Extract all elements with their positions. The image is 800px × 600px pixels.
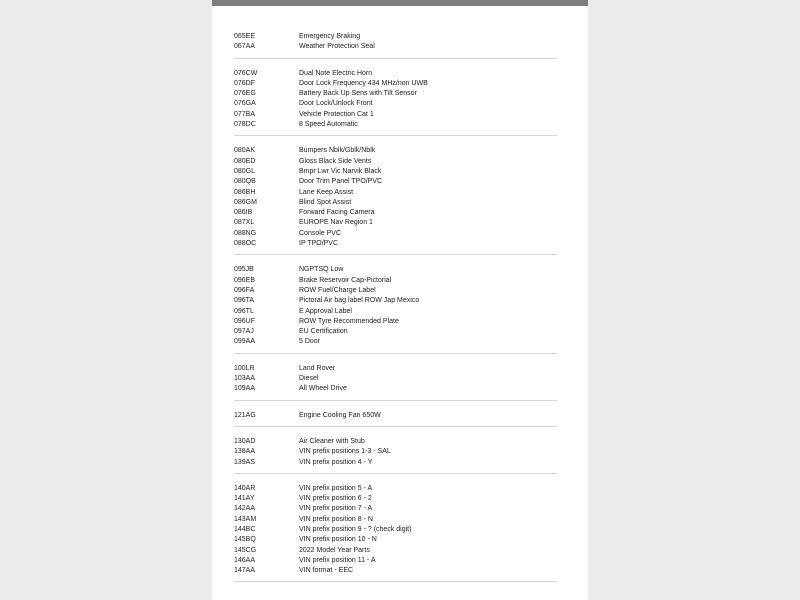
option-description: Air Cleaner with Stub xyxy=(299,437,365,445)
option-group xyxy=(234,32,557,53)
option-row xyxy=(234,447,557,457)
group-divider xyxy=(234,58,557,59)
option-description: VIN prefix position 6 - 2 xyxy=(299,495,372,503)
option-code-list xyxy=(234,32,557,592)
option-code: 088OC xyxy=(234,240,257,248)
option-description: Forward Facing Camera xyxy=(299,209,375,217)
option-code: 067AA xyxy=(234,43,256,51)
option-description: Lane Keep Assist xyxy=(299,188,354,196)
option-row xyxy=(234,99,557,109)
option-code: 138AA xyxy=(234,448,256,456)
option-description: Brake Reservoir Cap-Pictorial xyxy=(299,276,392,284)
option-row xyxy=(234,188,557,198)
option-description: Door Trim Panel TPO/PVC xyxy=(299,178,383,186)
option-row xyxy=(234,566,557,576)
option-code: 141AY xyxy=(234,495,255,503)
option-code: 078DC xyxy=(234,121,256,129)
option-description: NGPTSQ Low xyxy=(299,266,344,274)
option-code: 096TL xyxy=(234,307,254,315)
option-description: Vehicle Protection Cat 1 xyxy=(299,110,374,118)
spec-document-page xyxy=(212,0,588,600)
option-row xyxy=(234,458,557,468)
group-divider xyxy=(234,581,557,582)
option-group xyxy=(234,146,557,249)
option-code: 086BH xyxy=(234,188,256,196)
option-code: 076EG xyxy=(234,90,256,98)
option-row xyxy=(234,89,557,99)
group-divider xyxy=(234,473,557,474)
option-group xyxy=(234,484,557,577)
top-bar xyxy=(212,0,588,6)
option-row xyxy=(234,515,557,525)
option-description: Pictoral Air bag label ROW Jap Mexico xyxy=(299,297,420,305)
option-description: Bmpr Lwr Vic Narvik Black xyxy=(299,167,382,175)
option-row xyxy=(234,218,557,228)
option-code: 065EE xyxy=(234,33,256,40)
option-group xyxy=(234,437,557,468)
option-row xyxy=(234,556,557,566)
option-code: 076GA xyxy=(234,100,256,108)
option-description: 5 Door xyxy=(299,338,321,346)
option-code: 076CW xyxy=(234,69,258,77)
option-code: 080QB xyxy=(234,178,256,186)
option-code: 076DF xyxy=(234,79,256,87)
option-row xyxy=(234,317,557,327)
option-description: Door Lock Frequency 434 MHz/non UWB xyxy=(299,79,428,87)
option-row xyxy=(234,437,557,447)
option-description: 8 Speed Automatic xyxy=(299,121,358,129)
option-code: 087XL xyxy=(234,219,255,227)
option-description: VIN prefix position 8 - N xyxy=(299,515,373,523)
option-code: 130AD xyxy=(234,437,256,445)
option-description: Bumpers Nblk/Gblk/Nblk xyxy=(299,147,376,155)
option-description: Dual Note Electric Horn xyxy=(299,69,373,77)
option-row xyxy=(234,32,557,42)
option-code: 103AA xyxy=(234,375,256,383)
option-row xyxy=(234,525,557,535)
option-description: VIN prefix position 7 - A xyxy=(299,505,373,513)
option-row xyxy=(234,384,557,394)
option-description: EU Certification xyxy=(299,328,348,336)
option-code: 145BQ xyxy=(234,536,256,544)
option-code: 080GL xyxy=(234,167,256,175)
option-description: Gloss Black Side Vents xyxy=(299,157,372,165)
option-code: 080AK xyxy=(234,147,256,155)
option-code: 080ED xyxy=(234,157,256,165)
option-row xyxy=(234,535,557,545)
option-group xyxy=(234,69,557,131)
option-row xyxy=(234,337,557,347)
option-code: 144BC xyxy=(234,525,256,533)
option-description: EUROPE Nav Region 1 xyxy=(299,219,373,227)
option-row xyxy=(234,146,557,156)
option-code: 100LR xyxy=(234,364,255,372)
option-description: Emergency Braking xyxy=(299,33,361,40)
option-row xyxy=(234,296,557,306)
option-row xyxy=(234,364,557,374)
option-row xyxy=(234,411,557,421)
option-row xyxy=(234,229,557,239)
option-description: Land Rover xyxy=(299,364,336,372)
group-divider xyxy=(234,135,557,136)
option-row xyxy=(234,177,557,187)
option-code: 086IB xyxy=(234,209,253,217)
option-description: IP TPO/PVC xyxy=(299,240,339,248)
option-code: 097AJ xyxy=(234,328,254,336)
option-description: 2022 Model Year Parts xyxy=(299,546,370,554)
option-row xyxy=(234,167,557,177)
option-description: E Approval Label xyxy=(299,307,352,315)
option-description: Diesel xyxy=(299,375,319,383)
option-code: 095JB xyxy=(234,266,254,274)
option-code: 139AS xyxy=(234,458,256,466)
option-code: 143AM xyxy=(234,515,257,523)
option-row xyxy=(234,494,557,504)
option-description: VIN prefix positions 1-3 - SAL xyxy=(299,448,391,456)
option-description: VIN prefix position 10 - N xyxy=(299,536,377,544)
option-row xyxy=(234,546,557,556)
option-row xyxy=(234,120,557,130)
option-code: 096FA xyxy=(234,286,255,294)
option-row xyxy=(234,198,557,208)
option-code: 096EB xyxy=(234,276,256,284)
group-divider xyxy=(234,353,557,354)
option-description: Weather Protection Seal xyxy=(299,43,375,51)
option-description: All Wheel Drive xyxy=(299,385,347,393)
option-description: Blind Spot Assist xyxy=(299,198,352,206)
option-code: 109AA xyxy=(234,385,256,393)
option-row xyxy=(234,374,557,384)
group-divider xyxy=(234,400,557,401)
option-row xyxy=(234,69,557,79)
option-row xyxy=(234,484,557,494)
option-description: VIN prefix position 4 - Y xyxy=(299,458,373,466)
option-description: VIN prefix position 11 - A xyxy=(299,556,376,564)
option-row xyxy=(234,504,557,514)
option-description: ROW Tyre Recommended Plate xyxy=(299,317,399,325)
option-code: 140AR xyxy=(234,484,256,492)
option-description: VIN format - EEC xyxy=(299,567,354,575)
option-description: Battery Back Up Sens with Tilt Sensor xyxy=(299,90,417,98)
group-divider xyxy=(234,426,557,427)
option-code: 096TA xyxy=(234,297,255,305)
option-code: 146AA xyxy=(234,556,256,564)
option-group xyxy=(234,364,557,395)
option-row xyxy=(234,307,557,317)
option-row xyxy=(234,327,557,337)
option-description: Door Lock/Unlock Front xyxy=(299,100,373,108)
option-code: 147AA xyxy=(234,567,256,575)
option-row xyxy=(234,110,557,120)
option-code: 088NG xyxy=(234,229,257,237)
option-code: 086GM xyxy=(234,198,257,206)
option-row xyxy=(234,79,557,89)
option-row xyxy=(234,157,557,167)
option-description: Engine Cooling Fan 650W xyxy=(299,411,381,419)
option-row xyxy=(234,276,557,286)
option-row xyxy=(234,42,557,52)
option-row xyxy=(234,286,557,296)
option-code: 096UF xyxy=(234,317,256,325)
option-description: ROW Fuel/Charge Label xyxy=(299,286,376,294)
group-divider xyxy=(234,254,557,255)
option-group xyxy=(234,411,557,421)
option-description: Console PVC xyxy=(299,229,342,237)
option-row xyxy=(234,239,557,249)
option-description: VIN prefix position 5 - A xyxy=(299,484,373,492)
option-code: 142AA xyxy=(234,505,256,513)
option-code: 099AA xyxy=(234,338,256,346)
option-code: 145CG xyxy=(234,546,257,554)
option-description: VIN prefix position 9 - ? (check digit) xyxy=(299,525,412,533)
option-row xyxy=(234,265,557,275)
option-row xyxy=(234,208,557,218)
option-code: 077BA xyxy=(234,110,256,118)
option-group xyxy=(234,265,557,347)
option-code: 121AG xyxy=(234,411,256,419)
